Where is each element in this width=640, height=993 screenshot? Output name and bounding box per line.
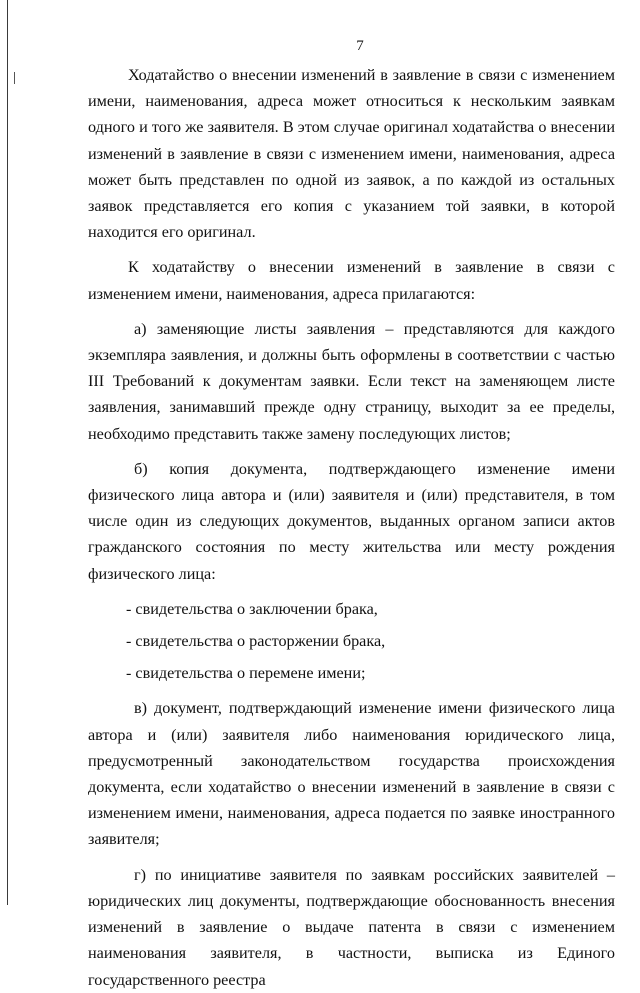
list-item-a: а) заменяющие листы заявления – представляются для каждого экземпляра заявления, и должны быть оформлены в соответствии с частью III Требований к документам заявки. Если текст на заменяющем листе заявления, занимавший прежде одну страницу, выходит за ее пределы, необходимо представить также замену последующих листов; xyxy=(88,319,615,443)
list-item-b: б) копия документа, подтверждающего изменение имени физического лица автора и (или) заявителя и (или) представителя, в том числе один из следующих документов, выданных органом записи актов гражданского состояния по месту жительства или месту рождения физического лица: xyxy=(88,459,615,583)
bullet-name-change-certificate: - свидетельства о перемене имени; xyxy=(126,664,366,683)
scan-mark xyxy=(14,72,15,84)
bullet-marriage-certificate: - свидетельства о заключении брака, xyxy=(126,599,378,618)
paragraph-attachments-intro: К ходатайству о внесении изменений в заявление в связи с изменением имени, наименования, адреса прилагаются: xyxy=(88,258,615,303)
list-item-g: г) по инициативе заявителя по заявкам российских заявителей – юридических лиц документы, подтверждающие обоснованность внесения изменений в заявление о выдаче патента в связи с изменением наименования заявителя, в частности, выписка из Единого государственного реестра xyxy=(88,865,615,989)
page-number: 7 xyxy=(356,38,364,54)
paragraph-petition-scope: Ходатайство о внесении изменений в заявление в связи с изменением имени, наименования, адреса может относиться к нескольким заявкам одного и того же заявителя. В этом случае оригинал ходатайства о внесении изменений в заявление в связи с изменением имени, наименования, адреса может быть представлен по одной из заявок, а по каждой из остальных заявок представляется его копия с указанием той заявки, в которой находится его оригинал. xyxy=(88,66,615,242)
scan-edge-line xyxy=(7,0,8,905)
document-body xyxy=(88,62,615,993)
list-item-v: в) документ, подтверждающий изменение имени физического лица автора и (или) заявителя либо наименования юридического лица, предусмотренный законодательством государства происхождения документа, если ходатайство о внесении изменений в заявление в связи с изменением имени, наименования, адреса подается по заявке иностранного заявителя; xyxy=(88,699,615,849)
bullet-divorce-certificate: - свидетельства о расторжении брака, xyxy=(126,632,386,651)
